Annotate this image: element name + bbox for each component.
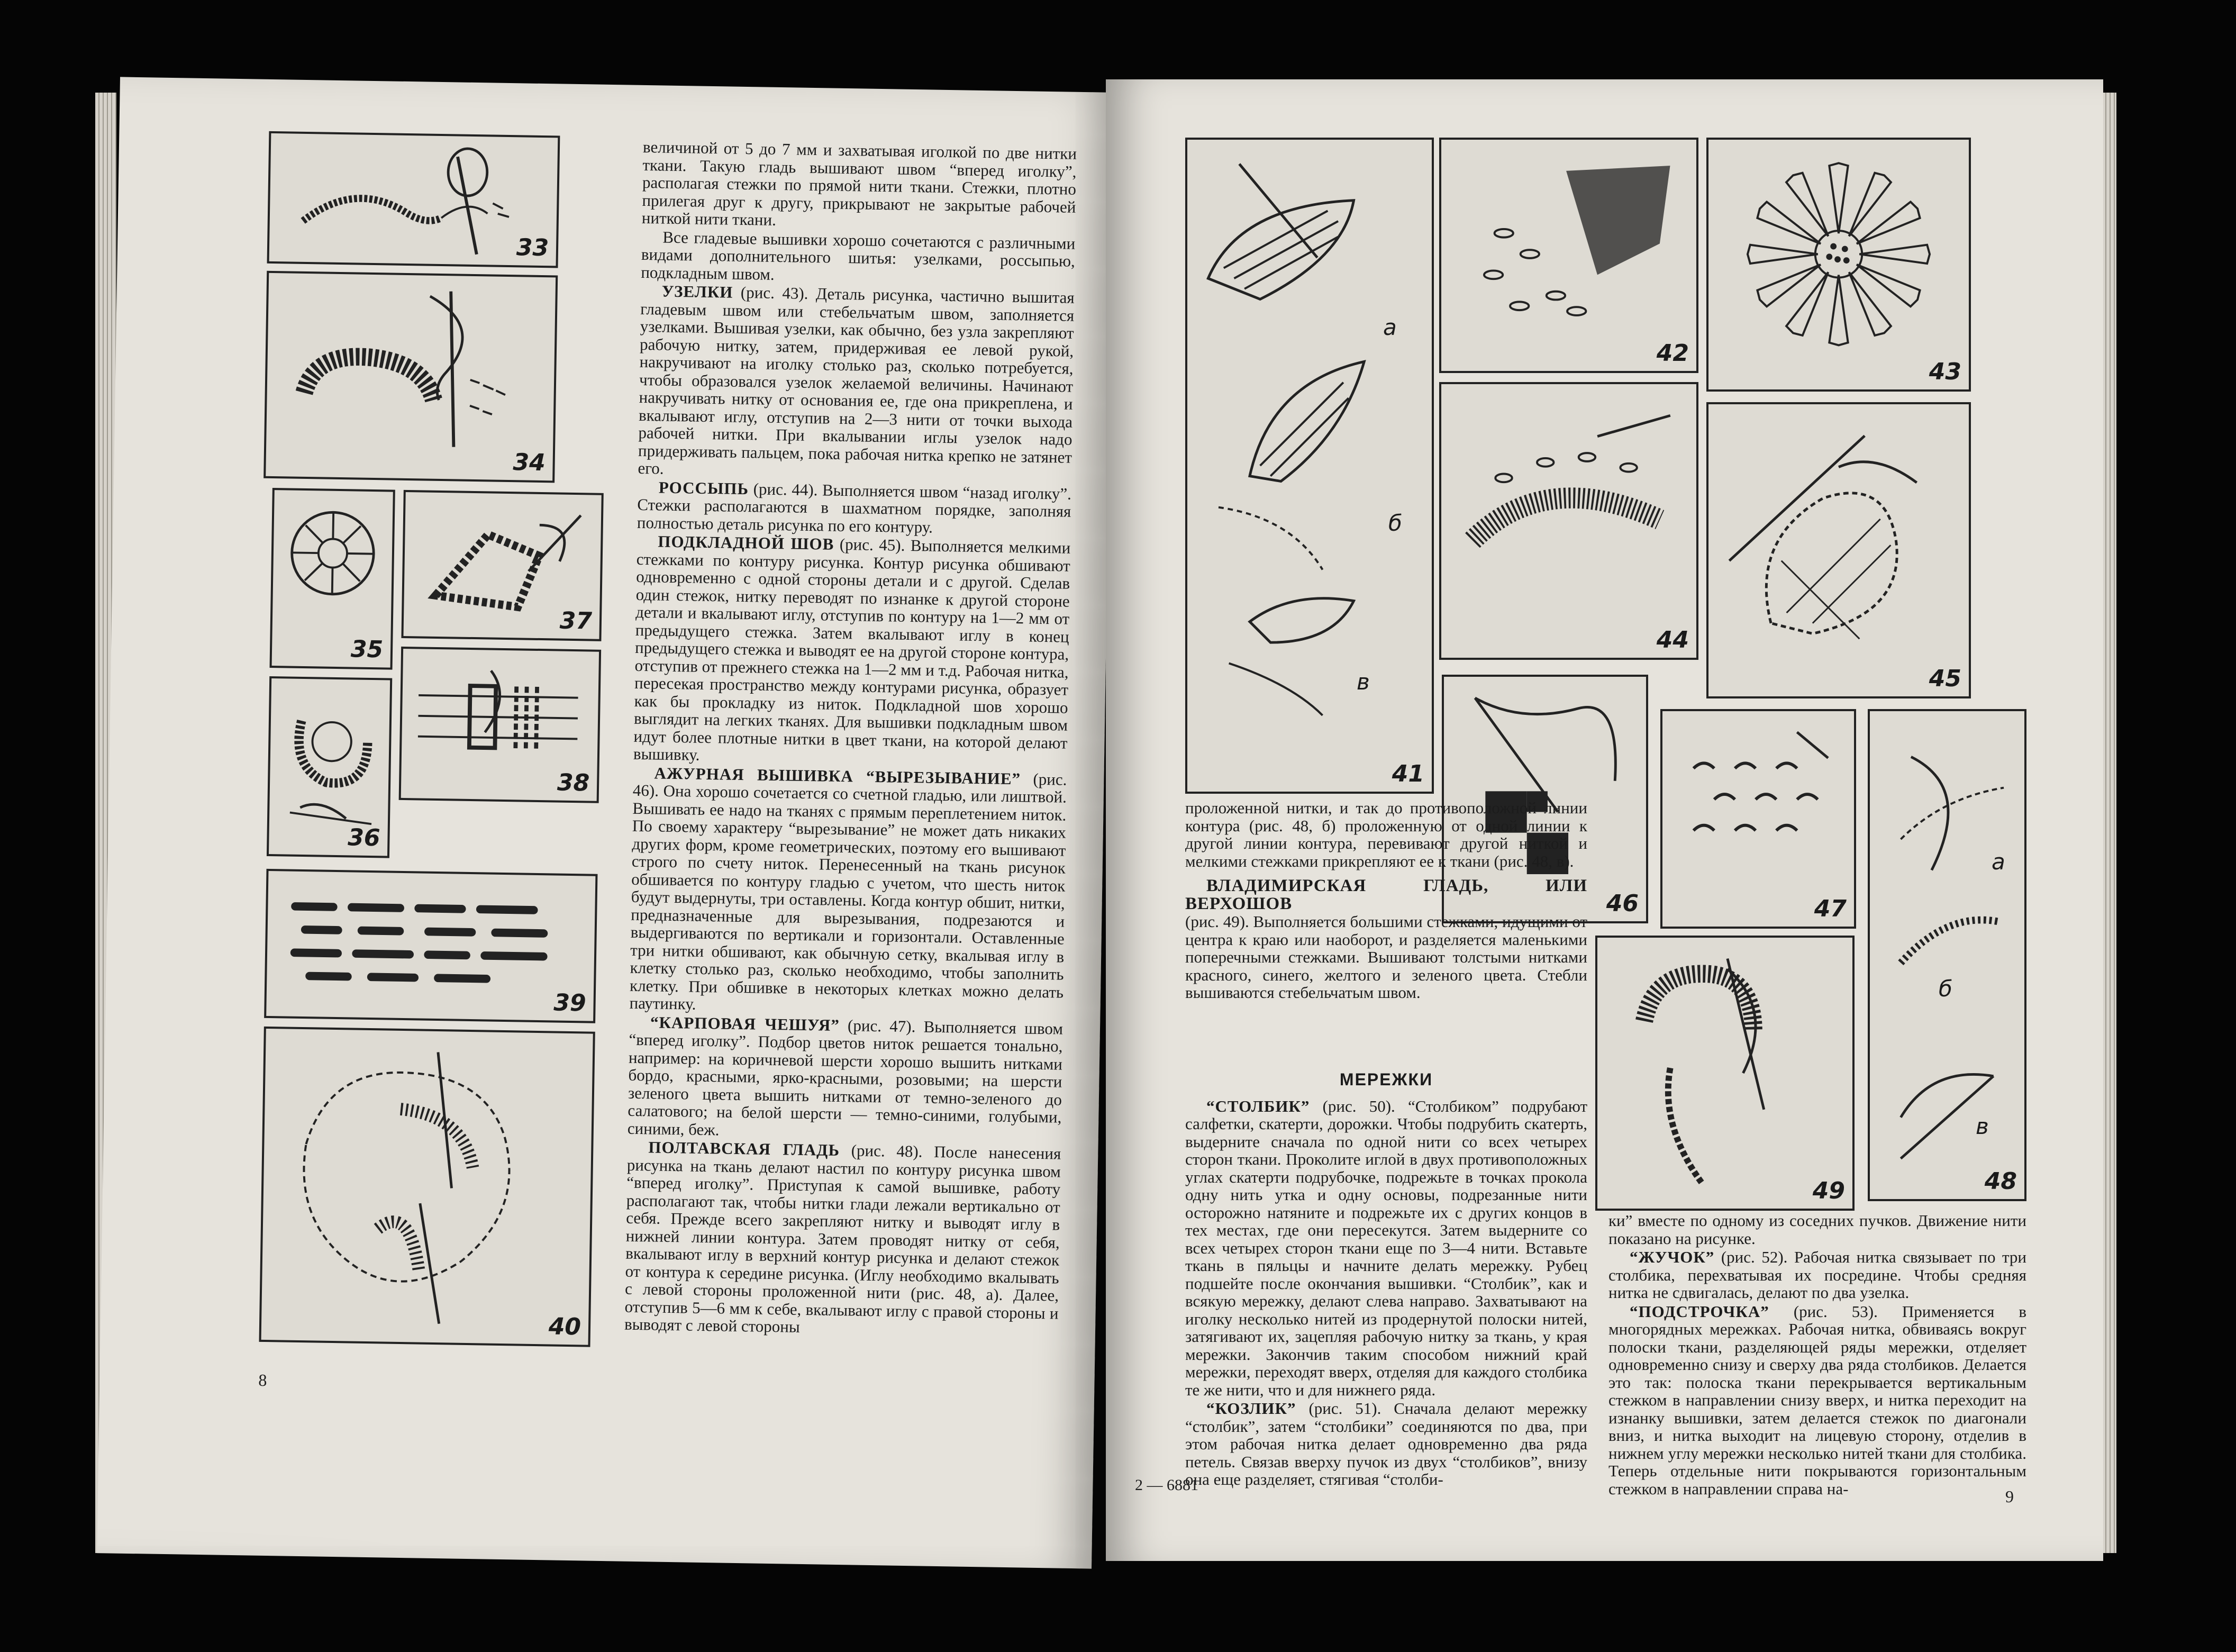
stitch-illustration — [261, 1029, 593, 1345]
section-heading: “КАРПОВАЯ ЧЕШУЯ” — [650, 1012, 840, 1034]
figure-35 — [270, 488, 395, 670]
figure-48 — [1868, 709, 2026, 1201]
section-text: (рис. 50). “Столбиком” подрубают салфетки, скатерти, дорожки. Чтобы подрубить скатерть, выдерните сначала по одной нити со всех четырех сторон ткани. Проколите иглой в двух противоположных углах скатерти подрубочке, подрежьте в точках прокола одну нить утка и одну основы, подрезанные нити осторожно натяните и подрежьте их с других концов в тех местах, где они пересекутся. Затем выдерните со всех четырех сторон ткани еще по 3—4 нити. Вставьте ткань в пяльцы и начните делать мережку. Рубец подшейте после окончания вышивки. “Столбик”, как и всякую мережку, делают слева направо. Захватывают на иголку несколько нитей из продернутой полоски нитей, затягивают их, зацепляя рабочую нитку за ткань, у края мережки. Закончив таким способом нижний край мережки, переходят вверх, отделяя для каждого столбика те же нити, что и для нижнего ряда. — [1185, 1096, 1587, 1399]
section-text: (рис. 53). Применяется в многорядных мережках. Рабочая нитка, обвиваясь вокруг полоски ткани, разделяющей ряды мережки, отделяет одновременно снизу и сверху два ряда столбиков. Делается это так: полоска ткани перекрывается вертикальным стежком в направлении снизу вверх, и нитка переходит на изнанку вышивки, затем делается стежок по диагонали вниз, и нитка выходит на лицевую сторону, отделив в нижнем углу мережки несколько нитей ткани для столбика. Теперь отдельные нити покрываются горизонтальным стежком в направлении справа на- — [1608, 1302, 2026, 1498]
stitch-illustration — [1662, 711, 1854, 927]
section-heading: АЖУРНАЯ ВЫШИВКА “ВЫРЕЗЫВАНИЕ” — [654, 763, 1021, 788]
page-number: 9 — [2005, 1487, 2014, 1506]
figure-number: 40 — [548, 1313, 581, 1341]
figure-number: 48 — [1984, 1168, 2017, 1195]
figure-41 — [1185, 138, 1434, 794]
section-text: (рис. 43). Деталь рисунка, частично вышитая гладевым швом или стебельчатым швом, заполняется узелками. Вышивая узелки, как обычно, без узла закрепляют рабочую нитку, затем, придерживая ее левой рукой, накручивают на иголку столько раз, сколько потребуется, чтобы образовался узелок желаемой величины. Начинают накручивать нитку от основания ее, где она прикреплена, и вкалывают иглу, отступив на 2—3 нити от точки выхода рабочей нитки. При вкалывании иглы узелок надо придерживать пальцем, пока рабочая нитка крепко не затянет его. — [638, 283, 1075, 478]
paragraph — [628, 1013, 1064, 1143]
section-heading: ВЛАДИМИРСКАЯ ГЛАДЬ, ИЛИ ВЕРХОШОВ — [1185, 876, 1587, 913]
paragraph: величиной от 5 до 7 мм и захватывая иголкой по две нитки ткани. Такую гладь вышивают швом “вперед иголку”, располагая стежки по прямой нити ткани. Стежки, плотно прилегая друг к другу, прикрывают не закрытые рабочей ниткой нити ткани. — [641, 137, 1077, 229]
chapter-title: МЕРЕЖКИ — [1339, 1070, 1433, 1089]
stitch-illustration — [266, 871, 595, 1021]
section-text: (рис. 48). После нанесения рисунка на ткань делают настил по контуру рисунка швом “вперед иголку”. Приступая к самой вышивке, работу располагают так, чтобы нитки глади лежали вертикально от себя. Прежде всего закрепляют нитку и выводят иглу в нижней линии контура. Затем проводят нитку от себя, вкалывают иглу в верхний контур рисунка и делают стежок от контура к середине рисунка. (Иглу необходимо вкалывать с левой стороны проложенной нити (рис. 48, а). Далее, отступив 5—6 мм к себе, вкалывают иглу с правой стороны и выводят с левой стороны — [624, 1141, 1061, 1336]
figure-label-b: б — [1388, 510, 1402, 536]
stitch-illustration — [1441, 384, 1696, 658]
figure-38 — [399, 647, 602, 803]
stitch-illustration — [1708, 404, 1969, 696]
figure-44 — [1439, 382, 1698, 660]
paragraph — [638, 282, 1075, 484]
right-text-column-3 — [1608, 1212, 2026, 1499]
figure-number: 46 — [1606, 890, 1639, 917]
printer-signature: 2 — 6881 — [1135, 1476, 1198, 1494]
flower-illustration — [1708, 140, 1969, 389]
paragraph: Все гладевые вышивки хорошо сочетаются с различными видами дополнительного шитья: узелками, россыпью, подкладным швом. — [641, 228, 1076, 284]
section-heading: “ПОДСТРОЧКА” — [1630, 1302, 1769, 1321]
figure-36 — [267, 676, 392, 858]
figure-42 — [1439, 138, 1698, 373]
section-text: (рис. 45). Выполняется мелкими стежками по контуру рисунка. Контур рисунка обшивают одновременно с одной стороны детали и с другой. Сделав один стежок, нитку переводят по изнанке к другой стороне детали и вкалывают иглу, отступив по контуру на 1—2 мм от предыдущего стежка. Затем вкалывают иглу в конец предыдущего стежка и выводят ее на другой стороне контура, отступив от прежнего стежка на 1—2 мм и т.д. Рабочая нитка, пересекая пространство между контурами рисунка, образует как бы прокладку из ниток. Подкладной шов хорошо выглядит на легких тканях. Для вышивки подкладным швом идут более плотные нитки в цвет ткани, на которой делают вышивку. — [633, 534, 1071, 764]
figure-number: 45 — [1929, 665, 1961, 692]
figure-number: 49 — [1812, 1177, 1845, 1204]
right-page — [1106, 79, 2103, 1561]
figure-33 — [267, 131, 560, 268]
figure-47 — [1660, 709, 1856, 929]
section-heading: “СТОЛБИК” — [1206, 1096, 1310, 1115]
section-text: (рис. 47). Выполняется швом “вперед иголку”. Подбор цветов ниток решается тонально, например: на коричневой шерсти хорошо вышить нитками бордо, красными, ярко-красными, розовыми; на шерсти зеленого цвета вышить нитками от темно-зеленого до салатового; на белой шерсти — темно-синими, голубыми, синими, беж. — [627, 1015, 1064, 1139]
section-heading: “ЖУЧОК” — [1630, 1248, 1715, 1266]
section-heading: РОССЫПЬ — [658, 477, 749, 498]
figure-label-v: в — [1357, 669, 1370, 695]
figure-label-a: а — [1992, 849, 2005, 875]
figure-43 — [1706, 138, 1971, 392]
page-number: 8 — [258, 1370, 267, 1390]
paragraph — [629, 764, 1067, 1019]
figure-39 — [264, 869, 597, 1023]
paragraph — [1608, 1248, 2026, 1302]
figure-number: 33 — [516, 234, 549, 262]
figure-37 — [401, 490, 603, 641]
left-text-column — [624, 138, 1077, 1341]
figure-number: 36 — [347, 824, 380, 852]
section-heading: УЗЕЛКИ — [661, 282, 733, 302]
stitch-illustration — [1441, 140, 1696, 371]
figure-number: 34 — [513, 449, 546, 477]
figure-number: 37 — [559, 607, 593, 635]
paragraph — [1185, 1097, 1587, 1399]
right-text-column-2 — [1185, 1058, 1587, 1490]
figure-number: 47 — [1814, 895, 1847, 922]
paragraph: ки” вместе по одному из соседних пучков. Движение нити показано на рисунке. — [1608, 1211, 2026, 1248]
paragraph: (рис. 49). Выполняется большими стежками, идущими от центра к краю или наоборот, и разделяется маленькими поперечными стежками. Вышивают толстыми нитками красного, синего, желтого и зеленого цвета. Стебли вышиваются стебельчатым швом. — [1185, 912, 1587, 1002]
section-text: (рис. 51). Сначала делают мережку “столбик”, затем “столбики” соединяются по два, при этом рабочая нитка делает одновременно два ряда петель. Связав вверху пучок из двух “столбиков”, внизу она еще разделяет, стягивая “столби- — [1185, 1399, 1587, 1488]
stitch-illustration — [1187, 140, 1432, 792]
figure-label-v: в — [1976, 1113, 1989, 1139]
figure-number: 42 — [1656, 340, 1689, 367]
section-heading: ПОЛТАВСКАЯ ГЛАДЬ — [648, 1138, 840, 1160]
figure-label-a: а — [1383, 314, 1397, 340]
figure-number: 35 — [350, 636, 384, 664]
figure-45 — [1706, 402, 1971, 698]
figure-40 — [259, 1027, 595, 1347]
figure-number: 44 — [1656, 627, 1689, 653]
section-text: (рис. 52). Рабочая нитка связывает по три столбика, перехватывая их посредине. Чтобы средняя нитка не сдвигалась, делают по два узелка. — [1608, 1248, 2027, 1302]
figure-34 — [263, 271, 558, 483]
paragraph — [1185, 1400, 1587, 1488]
figure-number: 39 — [553, 989, 587, 1017]
left-page — [97, 77, 1115, 1568]
figure-label-b: б — [1939, 976, 1952, 1002]
figure-49 — [1595, 936, 1855, 1211]
paragraph — [637, 478, 1071, 538]
stitch-illustration — [266, 273, 556, 480]
figure-number: 38 — [557, 769, 590, 797]
paragraph — [633, 532, 1071, 769]
figure-number: 41 — [1392, 760, 1424, 787]
section-heading: ПОДКЛАДНОЙ ШОВ — [658, 532, 834, 553]
stitch-illustration — [269, 133, 558, 266]
section-text: (рис. 44). Выполняется швом “назад иголку”. Стежки располагаются в шахматном порядке, заполняя полностью деталь рисунка по его контуру. — [637, 479, 1072, 537]
flower-illustration — [1597, 938, 1852, 1209]
figure-number: 43 — [1929, 358, 1961, 385]
section-text: (рис. 46). Она хорошо сочетается со счетной гладью, или лиштвой. Вышивать ее надо на тканях с прямым переплетением ниток. По своему характеру “вырезывание” не может дать никаких других форм, кроме геометрических, поэтому его вышивают строго по счету ниток. Перенесенный на ткань рисунок обшивается по контуру гладью с учетом, что шесть ниток будут выдернуты, три оставлены. Когда контур обшит, нитки, предназначенные для вырезывания, подрезаются и выдергиваются по вертикали и горизонтали. Оставленные три нитки обшивают, как обычную сетку, вкалывая иглу в клетку столько раз, сколько необходимо, чтобы заполнить клетку. При обшивке в некоторых клетках можно делать паутинку. — [629, 769, 1067, 1013]
paragraph — [1608, 1303, 2026, 1498]
section-heading: “КОЗЛИК” — [1206, 1399, 1296, 1418]
stitch-illustration — [1870, 711, 2024, 1199]
right-text-column-1 — [1185, 799, 1587, 1003]
paragraph: проложенной нитки, и так до противоположной линии контура (рис. 48, б) проложенную от одной линии к другой линии контура, перевивают другой ниткой и мелкими стежками прикрепляют ее к ткани (рис. 48, в). — [1185, 798, 1587, 870]
paragraph — [624, 1138, 1061, 1340]
